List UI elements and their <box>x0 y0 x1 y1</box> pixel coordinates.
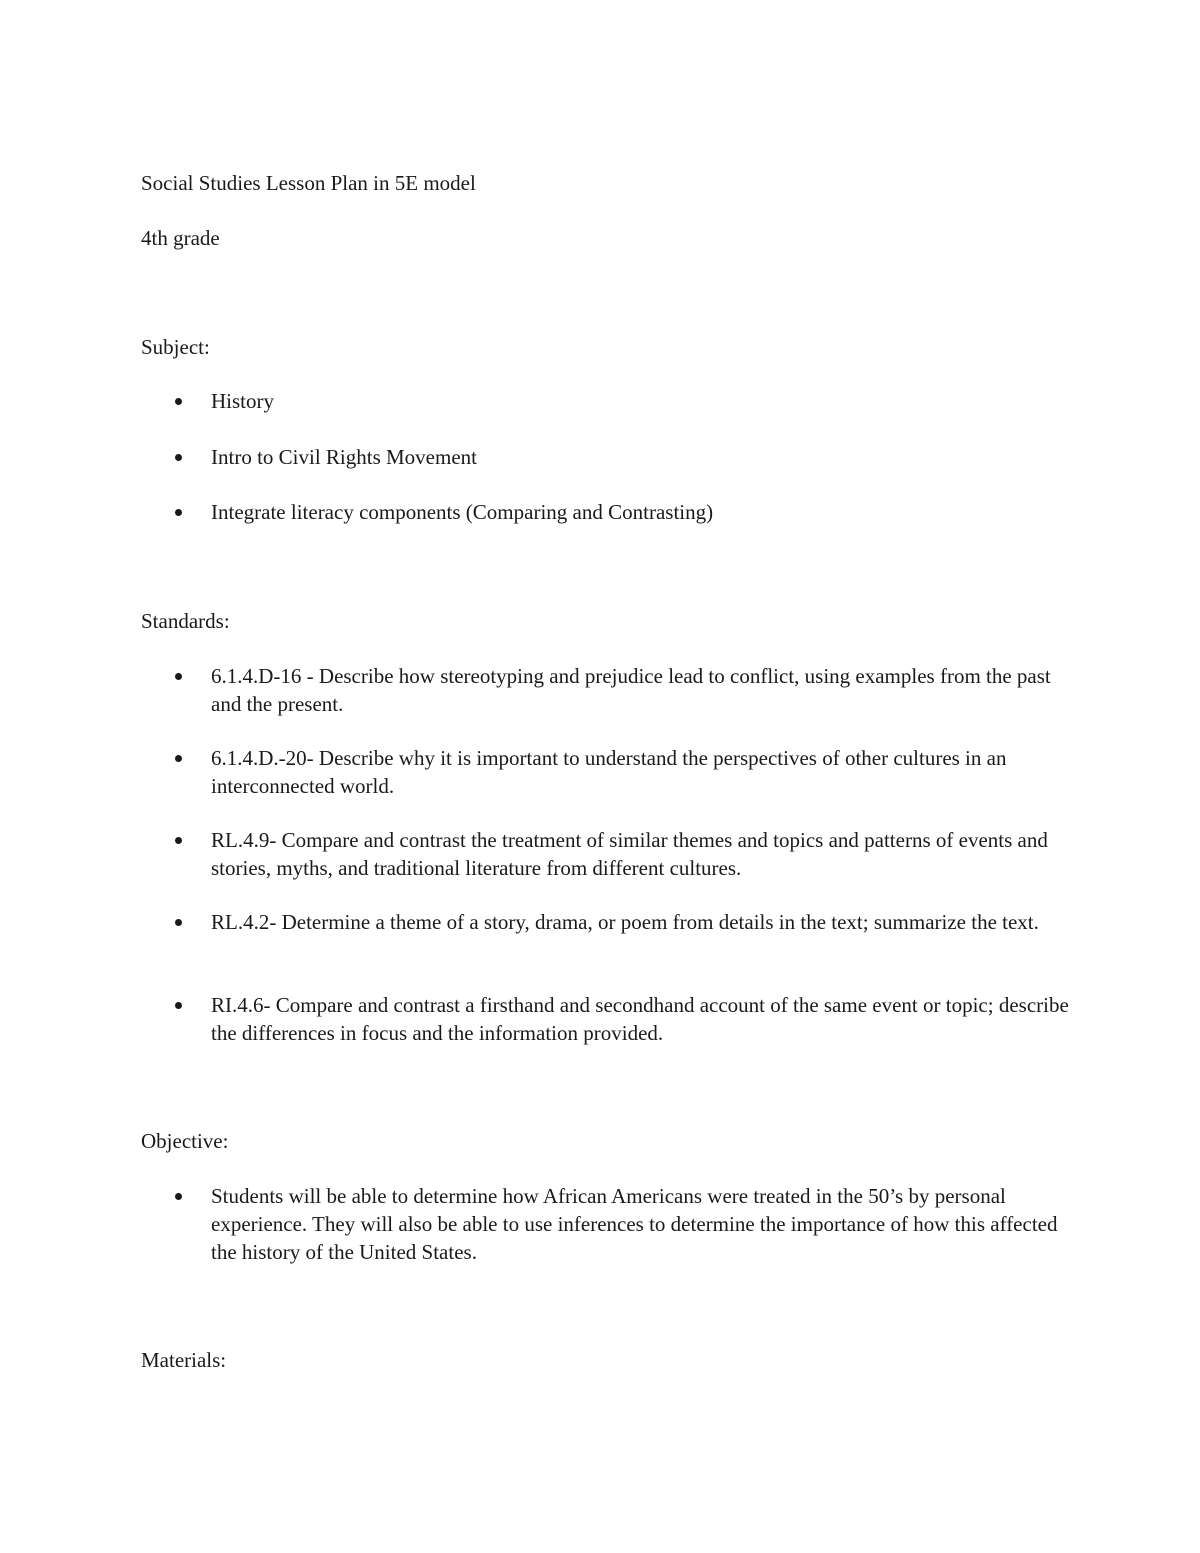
list-item-text: Students will be able to determine how African Americans were treated in the 50’s by personal experience. They will also be able to use inferences to determine the importance of how this affected the history of the United States. <box>211 1184 1058 1264</box>
bullet-icon <box>175 1002 182 1009</box>
list-item-text: RI.4.6- Compare and contrast a firsthand and secondhand account of the same event or topic; describe the differences in focus and the information provided. <box>211 993 1069 1045</box>
list-item-text: Integrate literacy components (Comparing and Contrasting) <box>211 500 714 524</box>
bullet-icon <box>175 509 182 516</box>
standards-heading: Standards: <box>141 609 230 633</box>
list-item <box>141 387 1071 415</box>
list-item <box>141 908 1071 936</box>
bullet-icon <box>175 1193 182 1200</box>
list-item <box>141 662 1071 718</box>
bullet-icon <box>175 398 182 405</box>
list-item-text: 6.1.4.D-16 - Describe how stereotyping and prejudice lead to conflict, using examples from the past and the present. <box>211 664 1051 716</box>
bullet-icon <box>175 673 182 680</box>
list-item <box>141 991 1071 1047</box>
list-item-text: 6.1.4.D.-20- Describe why it is important to understand the perspectives of other cultures in an interconnected world. <box>211 746 1007 798</box>
list-item <box>141 744 1071 800</box>
list-item <box>141 1182 1071 1266</box>
document-title: Social Studies Lesson Plan in 5E model <box>141 171 476 195</box>
bullet-icon <box>175 755 182 762</box>
list-item-text: History <box>211 389 274 413</box>
objective-heading: Objective: <box>141 1129 229 1153</box>
bullet-icon <box>175 454 182 461</box>
bullet-icon <box>175 837 182 844</box>
list-item <box>141 498 1071 526</box>
list-item-text: Intro to Civil Rights Movement <box>211 445 477 469</box>
list-item-text: RL.4.2- Determine a theme of a story, drama, or poem from details in the text; summarize the text. <box>211 910 1039 934</box>
bullet-icon <box>175 919 182 926</box>
list-item <box>141 826 1071 882</box>
list-item-text: RL.4.9- Compare and contrast the treatment of similar themes and topics and patterns of events and stories, myths, and traditional literature from different cultures. <box>211 828 1048 880</box>
grade-level: 4th grade <box>141 226 220 250</box>
subject-heading: Subject: <box>141 335 210 359</box>
materials-heading: Materials: <box>141 1348 227 1372</box>
list-item <box>141 443 1071 471</box>
